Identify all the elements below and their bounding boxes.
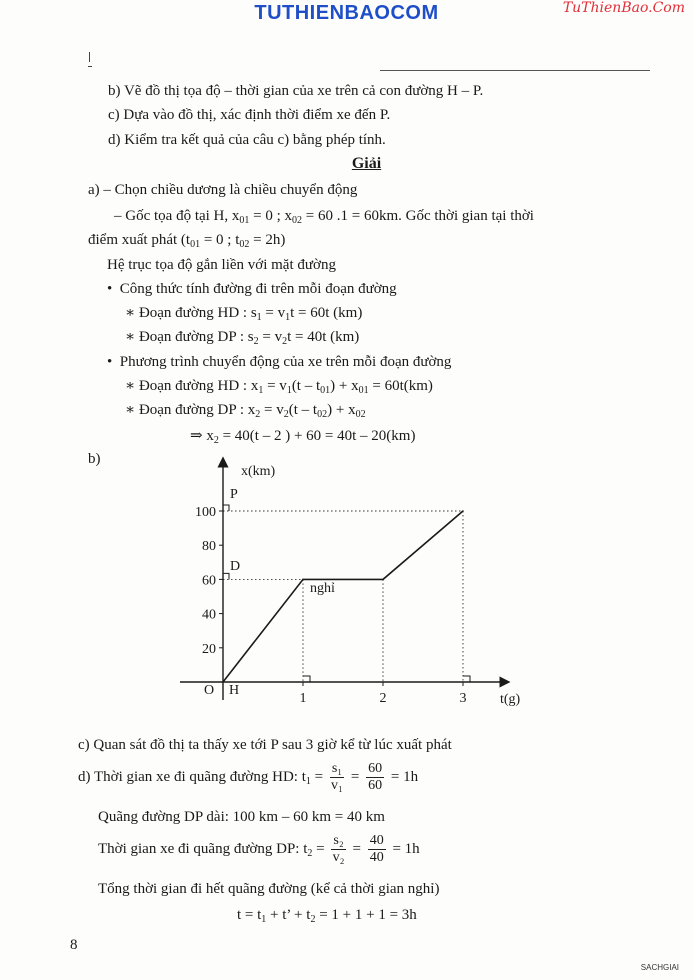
answer-a-line2: – Gốc tọa độ tại H, $x_{01} = 0$ ; $x_{02} = 60$ .1 = 60km. Gốc thời gian tại thời bbox=[114, 208, 534, 226]
bullet-dot: • bbox=[107, 354, 120, 370]
fraction-40-40: $\frac{40}{40}$ bbox=[369, 833, 384, 866]
bullet-distance: • Công thức tính đường đi trên mỗi đoạn đường bbox=[107, 281, 397, 297]
right-angle-mark bbox=[223, 505, 229, 511]
answer-c: c) Quan sát đồ thị ta thấy xe tới P sau 3 giờ kể từ lúc xuất phát bbox=[78, 737, 452, 753]
answer-a-line3: điểm xuất phát ($t_{01} = 0$ ; $t_{02} = 2h$) bbox=[88, 232, 286, 250]
header-rule bbox=[380, 70, 650, 71]
point-label-d: D bbox=[230, 559, 241, 574]
page-number: 8 bbox=[70, 937, 78, 953]
y-tick-label: 100 bbox=[195, 505, 216, 520]
site-logo: TuThienBao.Com bbox=[562, 0, 685, 16]
fraction-s1-v1: $\frac{\text{s₁}}{\text{v₁}}$ bbox=[331, 761, 343, 794]
y-tick-label: 40 bbox=[202, 607, 216, 623]
x-tick-label: 3 bbox=[459, 691, 467, 706]
fraction-s2-v2: $\frac{\text{s₂}}{\text{v₂}}$ bbox=[332, 833, 345, 866]
right-angle-mark bbox=[303, 676, 310, 682]
position-time-graph bbox=[170, 450, 550, 715]
point-label-p: P bbox=[230, 487, 238, 502]
answer-d-line1: d) Thời gian xe đi quãng đường HD: $t_1$ = $\frac{\text{s₁}}{\text{v₁}}$ = $\frac{60}{60}$ = 1h bbox=[78, 761, 419, 794]
question-b: b) Vẽ đồ thị tọa độ – thời gian của xe trên cả con đường H – P. bbox=[108, 83, 484, 99]
site-title: TUTHIENBAOCOM bbox=[254, 2, 439, 24]
x-axis-label: t(g) bbox=[500, 692, 521, 707]
answer-a-line1: a) – Chọn chiều dương là chiều chuyển động bbox=[88, 182, 358, 198]
dp-length: Quãng đường DP dài: 100 km – 60 km = 40 km bbox=[98, 809, 385, 825]
x-tick-label: 1 bbox=[299, 691, 307, 706]
rest-label: nghỉ bbox=[310, 581, 335, 596]
x-tick-label: 2 bbox=[379, 691, 387, 706]
y-tick-label: 80 bbox=[202, 539, 216, 555]
hd-motion-equation: ∗ Đoạn đường HD : $x_1 = v_1(t - t_{01}) + x_{01} = 60t(km)$ bbox=[125, 378, 433, 396]
solution-heading: Giải bbox=[351, 155, 382, 172]
bullet-dot: • bbox=[107, 281, 120, 297]
total-time-line: Tổng thời gian đi hết quãng đường (kể cả thời gian nghỉ) bbox=[98, 881, 440, 897]
question-d: d) Kiểm tra kết quả của câu c) bằng phép tính. bbox=[108, 132, 386, 148]
motion-line bbox=[223, 511, 463, 682]
y-tick-label: 60 bbox=[202, 573, 216, 589]
answer-b-label: b) bbox=[88, 451, 101, 467]
right-angle-mark bbox=[463, 676, 470, 682]
total-time-equation: $t = t_1 + t$’ + $t_2 = 1 + 1 + 1 = 3h$ bbox=[237, 907, 417, 925]
hd-distance-formula: ∗ Đoạn đường HD : $s_1 = v_1t = 60t$ (km) bbox=[125, 305, 363, 323]
margin-mark bbox=[89, 52, 90, 62]
dp-motion-result: ⇒ $x_2 = 40(t - 2$ ) + 60 = 40t – 20(km) bbox=[190, 428, 416, 446]
dp-distance-formula: ∗ Đoạn đường DP : $s_2 = v_2t = 40t$ (km) bbox=[125, 329, 360, 347]
origin-point-label: H bbox=[229, 683, 240, 698]
y-tick-label: 20 bbox=[202, 641, 216, 657]
answer-d-line3: Thời gian xe đi quãng đường DP: $t_2$ = $\frac{\text{s₂}}{\text{v₂}}$ = $\frac{40}{40}$ = 1h bbox=[98, 833, 420, 866]
bullet-motion: • Phương trình chuyển động của xe trên mỗi đoạn đường bbox=[107, 354, 452, 370]
y-axis-label: x(km) bbox=[241, 464, 276, 479]
fraction-60-60: $\frac{60}{60}$ bbox=[368, 761, 383, 794]
footer-logo: SACHGIAI bbox=[640, 963, 679, 972]
right-angle-mark bbox=[223, 573, 229, 579]
question-c: c) Dựa vào đồ thị, xác định thời điểm xe đến P. bbox=[108, 107, 391, 123]
margin-mark bbox=[88, 66, 92, 67]
frame-line: Hệ trục tọa độ gắn liền với mặt đường bbox=[107, 257, 336, 273]
origin-label: O bbox=[204, 683, 215, 698]
dp-motion-equation: ∗ Đoạn đường DP : $x_2 = v_2(t - t_{02}) + x_{02}$ bbox=[125, 402, 366, 420]
